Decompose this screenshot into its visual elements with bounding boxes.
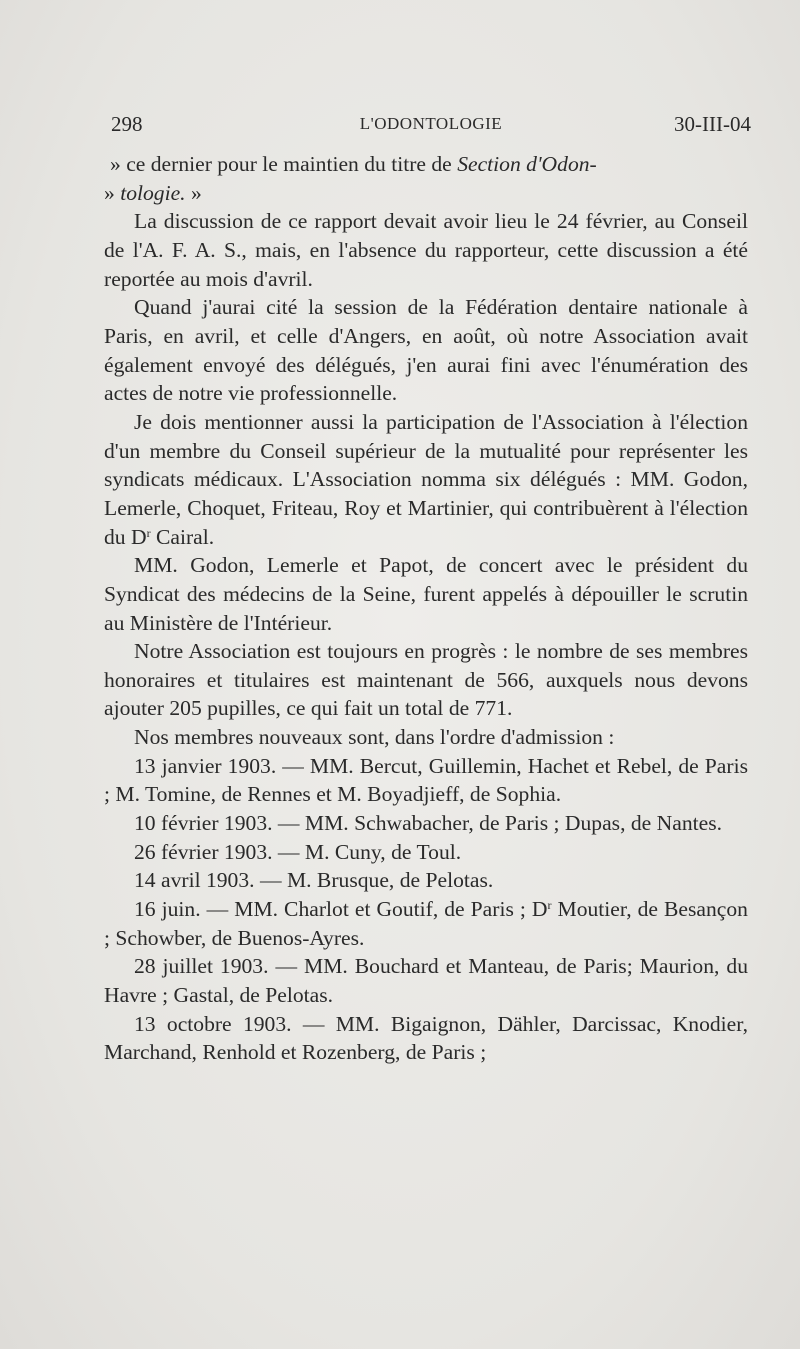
admission-entry: 28 juillet 1903. — MM. Bouchard et Manteau, de Paris; Maurion, du Havre ; Gastal, de Pelotas. bbox=[104, 954, 748, 1008]
admission-entry: 13 octobre 1903. — MM. Bigaignon, Dähler, Darcissac, Knodier, Marchand, Renhold et Rozenberg, de Paris ; bbox=[104, 1011, 748, 1065]
paragraph: Je dois mentionner aussi la participation de l'Association à l'élection d'un membre du Conseil supérieur de la mutualité pour représenter les syndicats médicaux. L'Association nomma six délégués : MM. Godon, Lemerle, Choquet, Friteau, Roy et Martinier, qui contribuèrent à l'élection du $D^r$ Cairal. bbox=[104, 409, 748, 549]
admission-entry: 16 juin. — MM. Charlot et Goutif, de Paris ; $D^r$ Moutier, de Besançon ; Schowber, de Buenos-Ayres. bbox=[104, 897, 748, 950]
paragraph: Nos membres nouveaux sont, dans l'ordre d'admission : bbox=[134, 725, 615, 750]
page-number: 298 bbox=[111, 112, 143, 136]
paragraph: Notre Association est toujours en progrès : le nombre de ses membres honoraires et titulaires est maintenant de 566, auxquels nous devons ajouter 205 pupilles, ce qui fait un total de 771. bbox=[104, 639, 748, 721]
paragraph: MM. Godon, Lemerle et Papot, de concert avec le président du Syndicat des médecins de la Seine, furent appelés à dépouiller le scrutin au Ministère de l'Intérieur. bbox=[104, 553, 748, 635]
paragraph: Quand j'aurai cité la session de la Fédération dentaire nationale à Paris, en avril, et celle d'Angers, en août, où notre Association avait également envoyé des délégués, j'en aurai fini avec l'énumération des actes de notre vie professionnelle. bbox=[104, 295, 748, 406]
paragraph: » ce dernier pour le maintien du titre de Section d'Odon- » tologie. » bbox=[104, 152, 597, 205]
italic-title: tologie. bbox=[120, 180, 186, 205]
paragraph: La discussion de ce rapport devait avoir lieu le 24 février, au Conseil de l'A. F. A. S., mais, en l'absence du rapporteur, cette discussion a été reportée au mois d'avril. bbox=[104, 209, 748, 291]
admission-entry: 13 janvier 1903. — MM. Bercut, Guillemin, Hachet et Rebel, de Paris ; M. Tomine, de Rennes et M. Boyadjieff, de Sophia. bbox=[104, 753, 748, 807]
body-text bbox=[104, 150, 748, 1067]
italic-title: Section d'Odon- bbox=[457, 152, 597, 176]
admission-entry: 10 février 1903. — MM. Schwabacher, de Paris ; Dupas, de Nantes. bbox=[134, 811, 723, 836]
admission-entry: 26 février 1903. — M. Cuny, de Toul. bbox=[134, 839, 462, 864]
running-header bbox=[111, 112, 751, 142]
running-title: L'ODONTOLOGIE bbox=[359, 114, 503, 133]
admission-entry: 14 avril 1903. — M. Brusque, de Pelotas. bbox=[134, 868, 494, 893]
issue-date: 30-III-04 bbox=[674, 112, 751, 136]
